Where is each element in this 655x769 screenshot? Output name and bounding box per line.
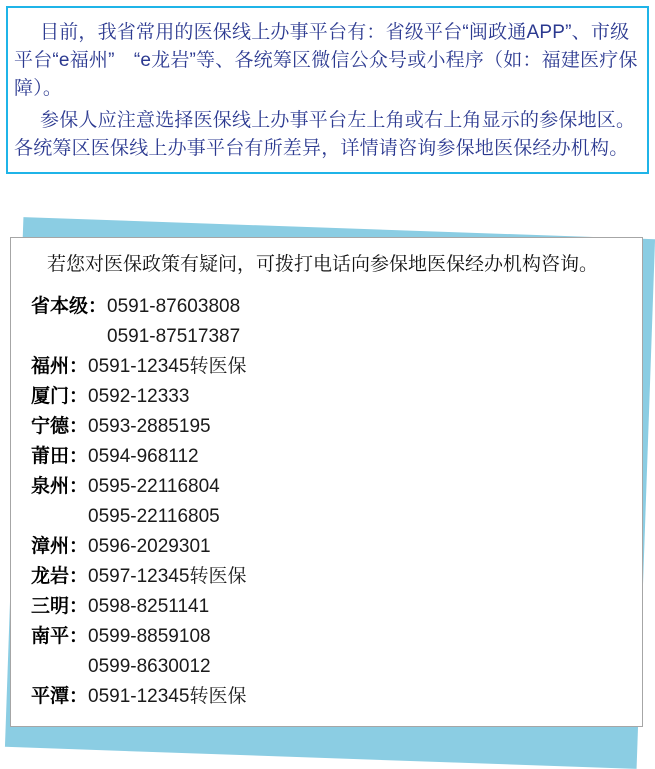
hotline-phone-number: 0595-22116804: [88, 476, 220, 497]
hotline-numbers: [88, 562, 246, 592]
hotline-numbers: [88, 682, 246, 712]
hotline-city-label: 漳州：: [31, 536, 89, 557]
hotline-numbers: [107, 292, 240, 352]
hotline-card: [10, 237, 643, 727]
hotline-entry: [31, 532, 622, 562]
hotline-entry: [31, 622, 622, 682]
hotline-phone-number: 0591-12345转医保: [88, 356, 247, 377]
hotline-numbers: [88, 442, 199, 472]
hotline-city-label: 平潭：: [31, 686, 89, 707]
hotline-entry: [31, 592, 622, 622]
hotline-numbers: [88, 412, 211, 442]
hotline-phone-number: 0591-87603808: [107, 296, 241, 317]
hotline-city-label: 福州：: [31, 356, 89, 377]
hotline-city-label: 省本级：: [31, 296, 108, 317]
hotline-intro: 若您对医保政策有疑问，可拨打电话向参保地医保经办机构咨询。: [47, 254, 599, 275]
hotline-phone-number: 0598-8251141: [88, 596, 210, 617]
hotline-city-label: 厦门：: [31, 386, 89, 407]
hotline-city-label: 莆田：: [31, 446, 89, 467]
hotline-city-label: 三明：: [31, 596, 89, 617]
hotline-phone-number: 0596-2029301: [88, 536, 211, 557]
hotline-entry: [31, 562, 622, 592]
hotline-entry: [31, 352, 622, 382]
hotline-numbers: [88, 532, 211, 562]
hotline-phone-number: 0599-8630012: [88, 656, 211, 677]
hotline-city-label: 泉州：: [31, 476, 89, 497]
hotline-phone-number: 0599-8859108: [88, 626, 211, 647]
hotline-phone-number: 0595-22116805: [88, 506, 220, 527]
hotline-phone-number: 0593-2885195: [88, 416, 211, 437]
hotline-phone-number: 0591-12345转医保: [88, 686, 247, 707]
hotline-entry: [31, 682, 622, 712]
notice-paragraph: 参保人应注意选择医保线上办事平台左上角或右上角显示的参保地区。各统筹区医保线上办事平台有所差异，详情请咨询参保地医保经办机构。: [14, 110, 636, 159]
hotline-numbers: [88, 352, 246, 382]
hotline-phone-number: 0594-968112: [88, 446, 199, 467]
hotline-entry: [31, 292, 622, 352]
hotline-numbers: [88, 472, 220, 532]
hotline-city-label: 龙岩：: [31, 566, 89, 587]
hotline-phone-number: 0597-12345转医保: [88, 566, 247, 587]
hotline-numbers: [88, 382, 189, 412]
hotline-city-label: 宁德：: [31, 416, 89, 437]
hotline-phone-number: 0592-12333: [88, 386, 190, 407]
hotline-entry: [31, 442, 622, 472]
hotline-list: [31, 292, 622, 712]
hotline-phone-number: 0591-87517387: [107, 326, 241, 347]
notice-paragraph: 目前，我省常用的医保线上办事平台有：省级平台“闽政通APP”、市级平台“e福州” “e龙岩”等、各统筹区微信公众号或小程序（如：福建医疗保障）。: [14, 22, 638, 99]
hotline-entry: [31, 472, 622, 532]
hotline-numbers: [88, 592, 209, 622]
notice-box: [6, 6, 649, 174]
hotline-city-label: 南平：: [31, 626, 89, 647]
hotline-numbers: [88, 622, 211, 682]
hotline-entry: [31, 382, 622, 412]
hotline-entry: [31, 412, 622, 442]
